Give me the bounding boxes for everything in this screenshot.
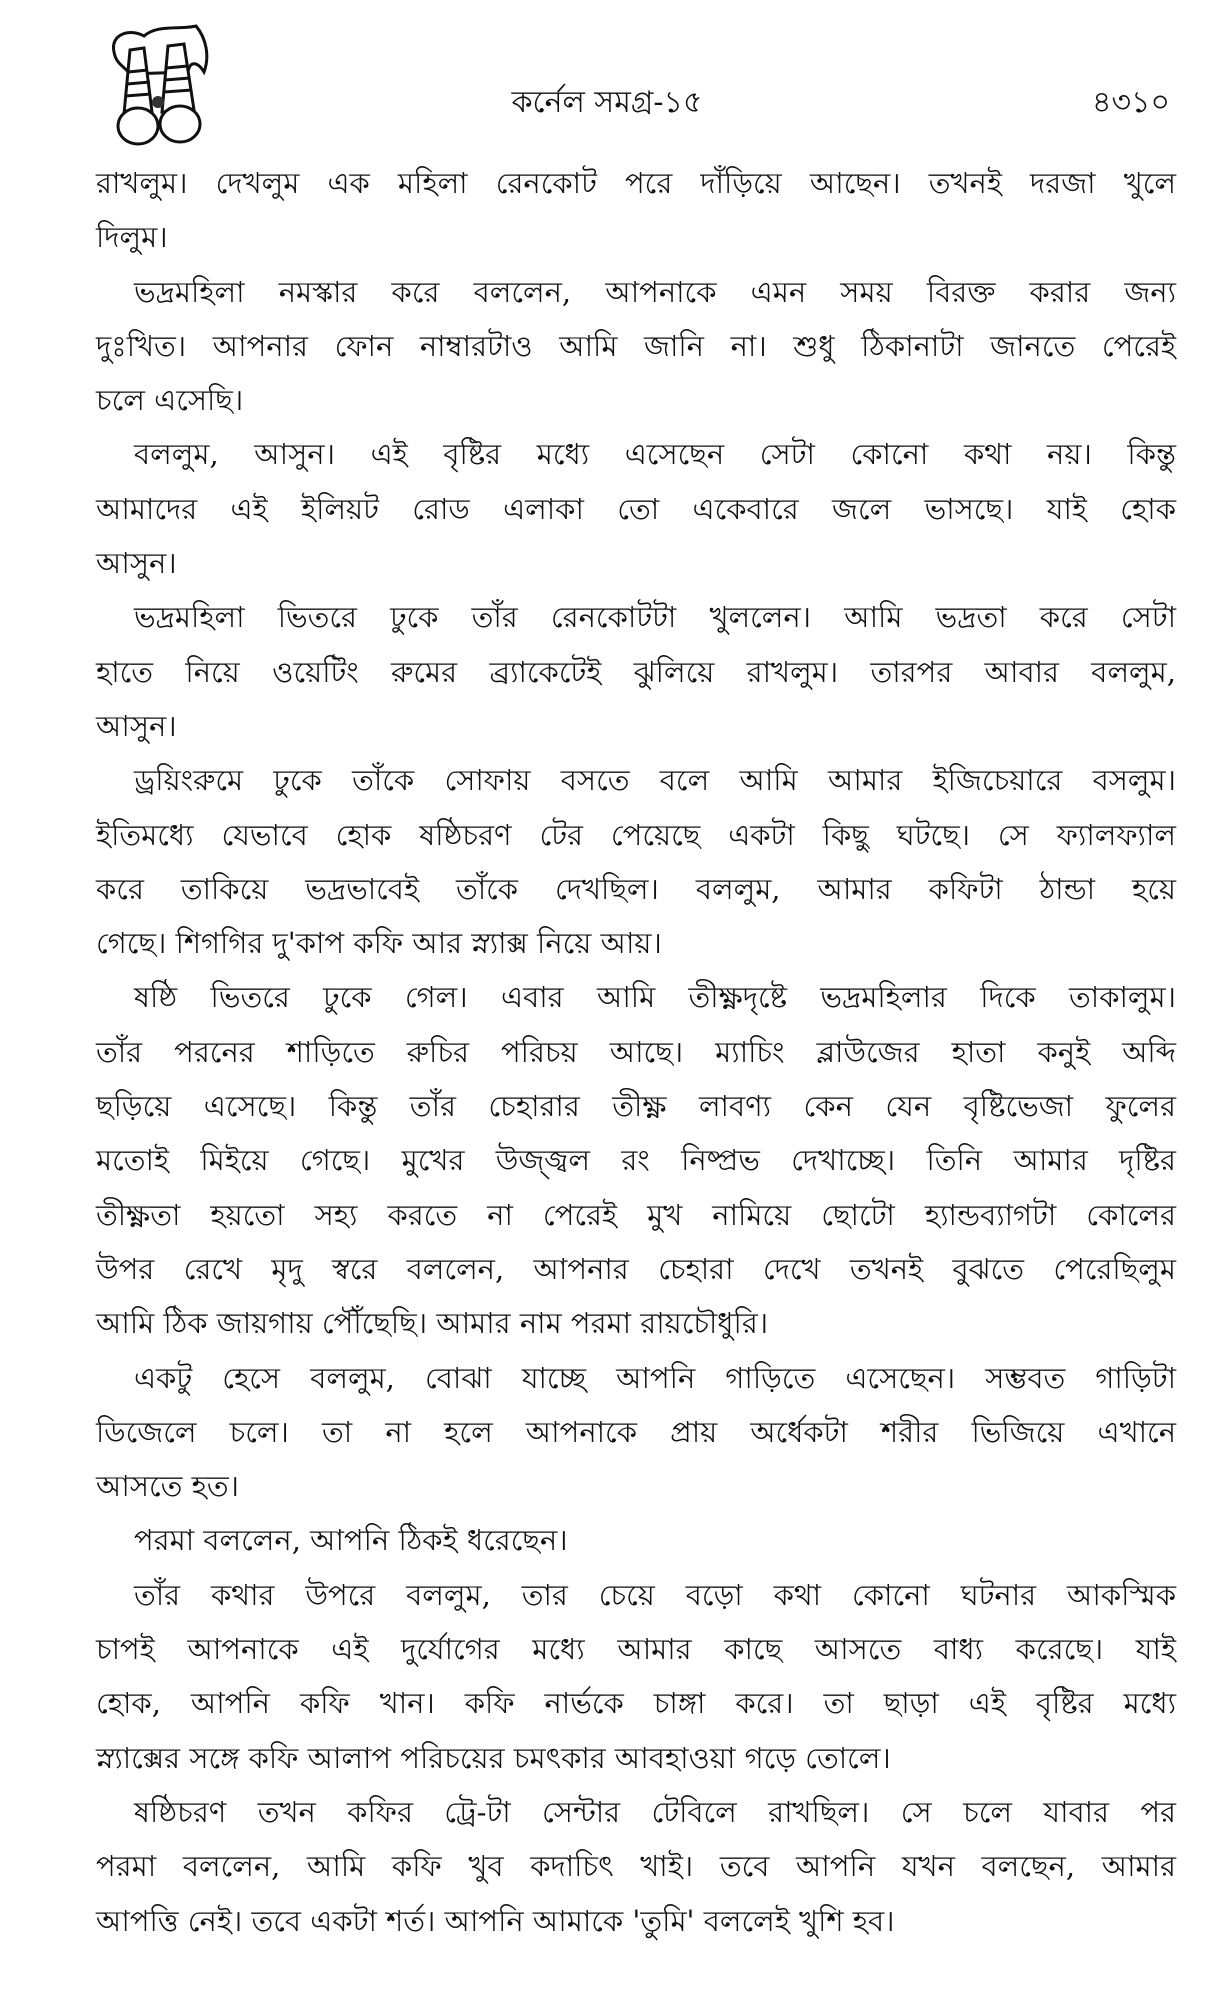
page-number: ৪৩১০: [1092, 85, 1170, 120]
text-line: স্ন্যাক্সের সঙ্গে কফি আলাপ পরিচয়ের চমৎকার আবহাওয়া গড়ে তোলে।: [96, 1740, 891, 1775]
text-line: উপর রেখে মৃদু স্বরে বললেন, আপনার চেহারা দেখে তখনই বুঝতে পেরেছিলুম: [96, 1251, 1176, 1286]
text-line: আপত্তি নেই। তবে একটা শর্ত। আপনি আমাকে 'তুমি' বললেই খুশি হব।: [96, 1903, 895, 1938]
text-line: রাখলুম। দেখলুম এক মহিলা রেনকোট পরে দাঁড়িয়ে আছেন। তখনই দরজা খুলে: [96, 166, 1176, 200]
text-line: একটু হেসে বললুম, বোঝা যাচ্ছে আপনি গাড়িতে এসেছেন। সম্ভবত গাড়িটা: [134, 1360, 1176, 1395]
text-line: আমি ঠিক জায়গায় পৌঁছেছি। আমার নাম পরমা রায়চৌধুরি।: [96, 1306, 769, 1341]
paragraph: [96, 1513, 1176, 1567]
paragraph: [96, 590, 1176, 753]
text-line: তীক্ষ্ণতা হয়তো সহ্য করতে না পেরেই মুখ নামিয়ে ছোটো হ্যান্ডব্যাগটা কোলের: [96, 1197, 1176, 1232]
text-line: ভদ্রমহিলা ভিতরে ঢুকে তাঁর রেনকোটটা খুললেন। আমি ভদ্রতা করে সেটা: [134, 600, 1176, 635]
text-line: আসুন।: [96, 708, 177, 743]
text-line: পরমা বললেন, আপনি ঠিকই ধরেছেন।: [134, 1523, 568, 1558]
text-line: আসতে হত।: [96, 1469, 239, 1504]
text-line: ড্রয়িংরুমে ঢুকে তাঁকে সোফায় বসতে বলে আমি আমার ইজিচেয়ারে বসলুম।: [134, 763, 1176, 798]
text-line: চলে এসেছি।: [96, 383, 244, 418]
text-line: পরমা বললেন, আমি কফি খুব কদাচিৎ খাই। তবে আপনি যখন বলছেন, আমার: [96, 1849, 1176, 1884]
text-line: ইতিমধ্যে যেভাবে হোক ষষ্ঠিচরণ টের পেয়েছে একটা কিছু ঘটছে। সে ফ্যালফ্যাল: [96, 817, 1176, 852]
text-line: তাঁর কথার উপরে বললুম, তার চেয়ে বড়ো কথা কোনো ঘটনার আকস্মিক: [134, 1577, 1176, 1612]
text-line: ষষ্ঠি ভিতরে ঢুকে গেল। এবার আমি তীক্ষ্ণদৃষ্টে ভদ্রমহিলার দিকে তাকালুম।: [134, 980, 1176, 1015]
text-line: ছড়িয়ে এসেছে। কিন্তু তাঁর চেহারার তীক্ষ্ণ লাবণ্য কেন যেন বৃষ্টিভেজা ফুলের: [96, 1089, 1176, 1124]
paragraph: [96, 265, 1176, 428]
paragraph: [96, 427, 1176, 590]
text-line: হাতে নিয়ে ওয়েটিং রুমের ব্র্যাকেটেই ঝুলিয়ে রাখলুম। তারপর আবার বললুম,: [96, 654, 1176, 689]
paragraph: [96, 970, 1176, 1350]
text-line: ডিজেলে চলে। তা না হলে আপনাকে প্রায় অর্ধেকটা শরীর ভিজিয়ে এখানে: [96, 1414, 1176, 1449]
paragraph: [96, 156, 1176, 265]
text-line: দুঃখিত। আপনার ফোন নাম্বারটাও আমি জানি না। শুধু ঠিকানাটা জানতে পেরেই: [96, 328, 1176, 363]
text-line: ষষ্ঠিচরণ তখন কফির ট্রে-টা সেন্টার টেবিলে রাখছিল। সে চলে যাবার পর: [134, 1794, 1176, 1829]
paragraph: [96, 753, 1176, 970]
text-line: দিলুম।: [96, 220, 168, 255]
body-text: [96, 156, 1176, 1948]
text-line: আসুন।: [96, 546, 177, 581]
text-line: ভদ্রমহিলা নমস্কার করে বললেন, আপনাকে এমন সময় বিরক্ত করার জন্য: [134, 274, 1176, 309]
text-line: বললুম, আসুন। এই বৃষ্টির মধ্যে এসেছেন সেটা কোনো কথা নয়। কিন্তু: [134, 437, 1176, 472]
text-line: তাঁর পরনের শাড়িতে রুচির পরিচয় আছে। ম্যাচিং ব্লাউজের হাতা কনুই অব্দি: [96, 1034, 1176, 1069]
text-line: আমাদের এই ইলিয়ট রোড এলাকা তো একেবারে জলে ভাসছে। যাই হোক: [96, 491, 1176, 526]
text-line: মতোই মিইয়ে গেছে। মুখের উজ্জ্বল রং নিষ্প্রভ দেখাচ্ছে। তিনি আমার দৃষ্টির: [96, 1143, 1176, 1178]
running-title: কর্নেল সমগ্র-১৫: [511, 85, 703, 120]
text-line: চাপই আপনাকে এই দুর্যোগের মধ্যে আমার কাছে আসতে বাধ্য করেছে। যাই: [96, 1632, 1176, 1667]
text-line: করে তাকিয়ে ভদ্রভাবেই তাঁকে দেখছিল। বললুম, আমার কফিটা ঠান্ডা হয়ে: [96, 871, 1176, 906]
text-line: হোক, আপনি কফি খান। কফি নার্ভকে চাঙ্গা করে। তা ছাড়া এই বৃষ্টির মধ্যে: [96, 1686, 1176, 1721]
paragraph: [96, 1568, 1176, 1785]
paragraph: [96, 1785, 1176, 1948]
text-line: গেছে। শিগগির দু'কাপ কফি আর স্ন্যাক্স নিয়ে আয়।: [96, 926, 662, 961]
paragraph: [96, 1351, 1176, 1514]
